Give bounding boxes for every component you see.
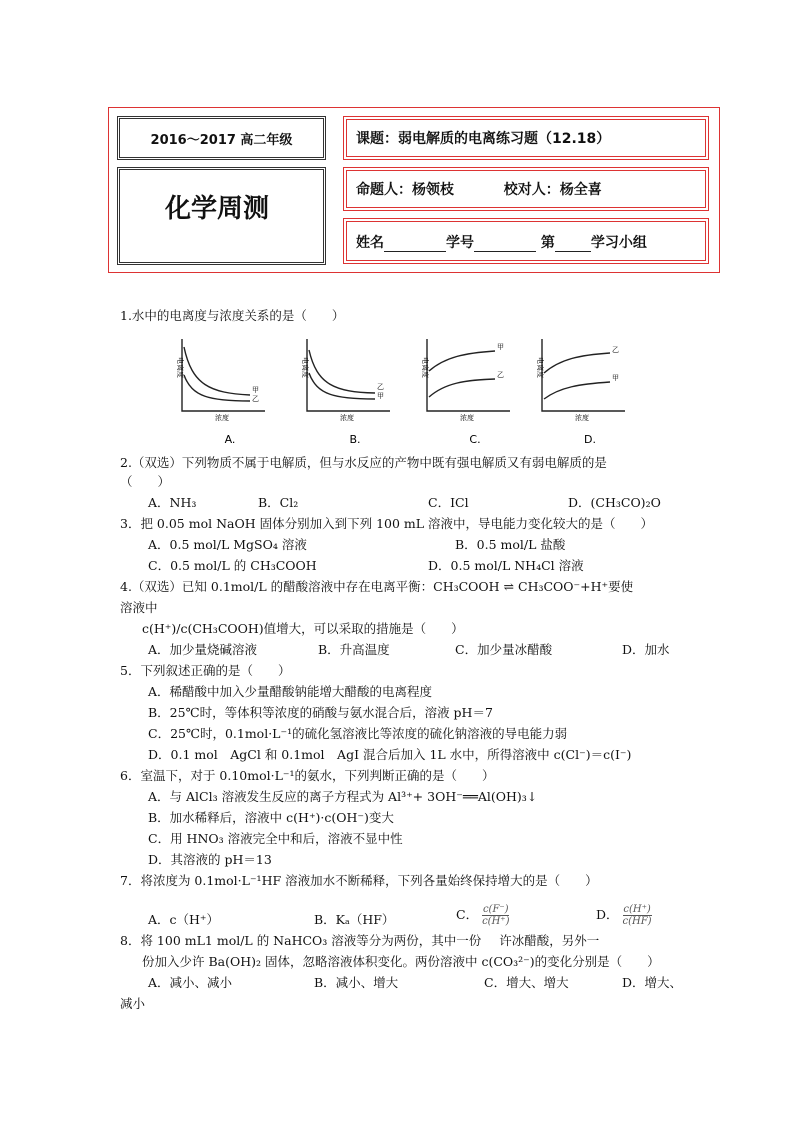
group-blank[interactable] <box>555 237 591 252</box>
checker-label: 校对人：杨全喜 <box>503 182 602 198</box>
graph-4 <box>536 339 625 446</box>
q8-option-d: D．增大、 <box>622 975 683 990</box>
graph-curve-top <box>429 351 495 371</box>
graph-x-axis-label: 浓度 <box>575 414 589 422</box>
author-box <box>343 167 709 211</box>
question-3: 3．把 0.05 mol NaOH 固体分别加入到下列 100 mL 溶液中，导电能力变化较大的是（ ） <box>120 516 654 531</box>
graph-curve-label-top: 乙 <box>377 383 384 391</box>
subject-box <box>117 167 326 265</box>
topic-box <box>343 116 709 160</box>
graph-y-axis-label: 电离度 <box>176 357 184 378</box>
question-8-line2: 份加入少许 Ba(OH)₂ 固体，忽略溶液体积变化。两份溶液中 c(CO₃²⁻)的变化分别是（ ） <box>142 954 660 969</box>
graph-curve-label-top: 乙 <box>612 346 619 354</box>
graph-curve-top <box>544 353 610 373</box>
question-7: 7．将浓度为 0.1mol·L⁻¹HF 溶液加水不断稀释，下列各量始终保持增大的是（ ） <box>120 873 598 888</box>
subject-title: 化学周测 <box>165 194 270 224</box>
graph-curve-top <box>184 347 250 395</box>
graph-y-axis-label: 电离度 <box>301 357 309 378</box>
q3-option-a: A．0.5 mol/L MgSO₄ 溶液 <box>148 537 307 552</box>
question-4-line3: c(H⁺)/c(CH₃COOH)值增大，可以采取的措施是（ ） <box>142 621 464 636</box>
q6-option-d: D．其溶液的 pH＝13 <box>148 852 272 867</box>
question-6: 6．室温下，对于 0.10mol·L⁻¹的氨水，下列判断正确的是（ ） <box>120 768 495 783</box>
year-box <box>117 116 326 160</box>
q3-option-b: B．0.5 mol/L 盐酸 <box>455 537 566 552</box>
graph-3 <box>421 339 510 446</box>
q7-option-c-fraction <box>482 904 509 927</box>
question-1: 1.水中的电离度与浓度关系的是（ ） <box>120 308 345 323</box>
q7-c-denominator: c(H⁺) <box>482 916 510 927</box>
id-blank[interactable] <box>474 237 536 252</box>
question-8-text: 8．将 100 mL1 mol/L 的 NaHCO₃ 溶液等分为两份，其中一份 <box>120 933 482 948</box>
q5-option-a: A．稀醋酸中加入少量醋酸钠能增大醋酸的电离程度 <box>148 684 433 699</box>
q2-option-c: C．ICl <box>428 495 469 510</box>
graph-x-axis-label: 浓度 <box>215 414 229 422</box>
graph-curve-label-bottom: 乙 <box>497 371 504 379</box>
graph-option-label: B. <box>349 433 361 446</box>
graph-option-label: C. <box>469 433 481 446</box>
question-4: 4.（双选）已知 0.1mol/L 的醋酸溶液中存在电离平衡：CH₃COOH ⇌ CH₃COO⁻+H⁺要使 <box>120 579 634 594</box>
q4-option-d: D．加水 <box>622 642 670 657</box>
graph-y-axis-label: 电离度 <box>421 357 429 378</box>
q1-graphs <box>170 335 650 450</box>
q5-option-d: D．0.1 mol AgCl 和 0.1mol AgI 混合后加入 1L 水中，所得溶液中 c(Cl⁻)＝c(I⁻) <box>148 747 632 762</box>
q7-option-c <box>456 904 509 927</box>
graph-option-label: D. <box>584 433 596 446</box>
student-info-box <box>343 218 709 264</box>
graph-curve-label-bottom: 甲 <box>612 374 619 382</box>
year-label: 2016～2017 高二年级 <box>150 132 293 148</box>
question-4-line2: 溶液中 <box>120 600 158 615</box>
q7-option-a: A．c（H⁺） <box>148 912 220 927</box>
q2-option-b: B．Cl₂ <box>258 495 299 510</box>
q4-option-a: A．加少量烧碱溶液 <box>148 642 258 657</box>
q3-option-c: C．0.5 mol/L 的 CH₃COOH <box>148 558 317 573</box>
name-blank[interactable] <box>384 237 446 252</box>
q8-option-c: C．增大、增大 <box>484 975 569 990</box>
question-5: 5．下列叙述正确的是（ ） <box>120 663 291 678</box>
question-2-paren: （ ） <box>120 474 171 489</box>
question-2: 2.（双选）下列物质不属于电解质，但与水反应的产物中既有强电解质又有弱电解质的是 <box>120 455 607 470</box>
q5-option-b: B．25℃时，等体积等浓度的硝酸与氨水混合后，溶液 pH＝7 <box>148 705 493 720</box>
q7-d-denominator: c(HF) <box>622 916 652 927</box>
name-label: 姓名 <box>356 235 384 251</box>
graph-y-axis-label: 电离度 <box>536 357 544 378</box>
q7-option-c-label: C． <box>456 907 479 922</box>
q3-option-d: D．0.5 mol/L NH₄Cl 溶液 <box>428 558 584 573</box>
graph-curve-bottom <box>184 375 250 401</box>
q5-option-c: C．25℃时，0.1mol·L⁻¹的硫化氢溶液比等浓度的硫化钠溶液的导电能力弱 <box>148 726 568 741</box>
question-8 <box>120 931 740 951</box>
q7-option-d-fraction <box>623 904 652 927</box>
q7-d-numerator: c(H⁺) <box>623 904 651 915</box>
q7-option-d-label: D． <box>596 907 619 922</box>
graph-curve-label-bottom: 甲 <box>377 392 384 400</box>
q8-option-a: A．减小、减小 <box>148 975 233 990</box>
topic-label: 课题：弱电解质的电离练习题（12.18） <box>356 131 611 147</box>
q4-option-c: C．加少量冰醋酸 <box>455 642 553 657</box>
graph-curve-bottom <box>309 373 375 399</box>
q7-c-numerator: c(F⁻) <box>482 904 509 915</box>
question-8-text-mid: 许冰醋酸，另外一 <box>499 933 600 948</box>
graph-option-label: A. <box>224 433 236 446</box>
graph-1 <box>176 339 265 446</box>
q6-option-a: A．与 AlCl₃ 溶液发生反应的离子方程式为 Al³⁺+ 3OH⁻══Al(OH)₃↓ <box>148 789 538 804</box>
q8-option-b: B．减小、增大 <box>314 975 399 990</box>
graph-2 <box>301 339 390 446</box>
q8-option-d-cont: 减小 <box>120 996 146 1011</box>
q4-option-b: B．升高温度 <box>318 642 390 657</box>
q7-option-b: B．Kₐ（HF） <box>314 912 395 927</box>
q6-option-b: B．加水稀释后，溶液中 c(H⁺)·c(OH⁻)变大 <box>148 810 394 825</box>
graph-curve-label-top: 甲 <box>252 386 259 394</box>
group-prefix: 第 <box>540 235 555 251</box>
q6-option-c: C．用 HNO₃ 溶液完全中和后，溶液不显中性 <box>148 831 403 846</box>
graph-x-axis-label: 浓度 <box>340 414 354 422</box>
group-suffix: 学习小组 <box>590 235 647 251</box>
graph-curve-top <box>309 350 375 393</box>
graph-curve-label-top: 甲 <box>497 343 504 351</box>
q2-option-a: A．NH₃ <box>148 495 197 510</box>
graph-curve-bottom <box>544 382 610 399</box>
graph-x-axis-label: 浓度 <box>460 414 474 422</box>
id-label: 学号 <box>446 235 474 251</box>
author-label: 命题人：杨领枝 <box>356 182 454 198</box>
graph-curve-bottom <box>429 379 495 397</box>
graph-curve-label-bottom: 乙 <box>252 395 259 403</box>
q2-option-d: D．(CH₃CO)₂O <box>568 495 661 510</box>
q7-option-d <box>596 904 652 927</box>
